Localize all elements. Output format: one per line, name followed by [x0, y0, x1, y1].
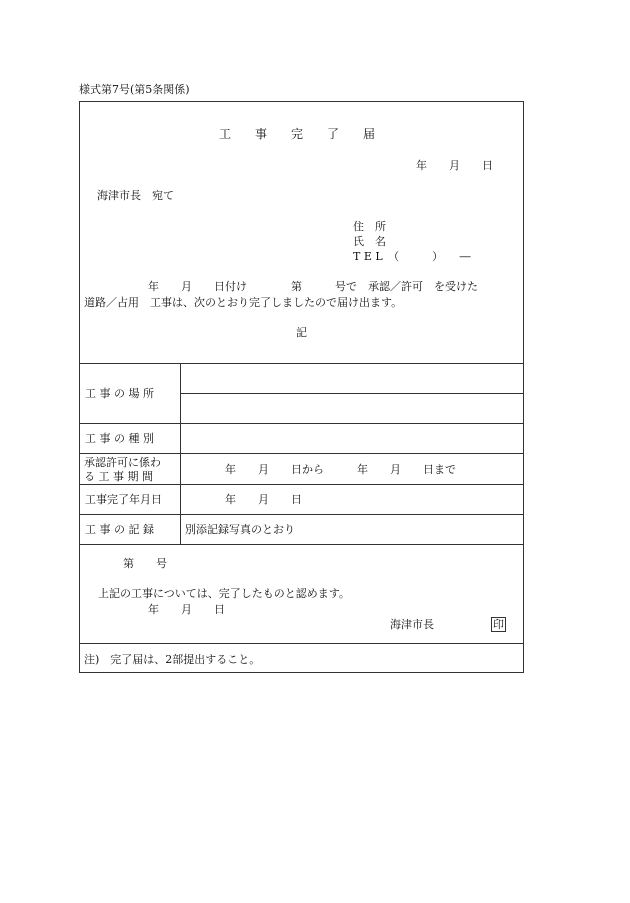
- period-label-2: る 工 事 期 間: [84, 470, 153, 483]
- location-inner-line: [180, 393, 524, 394]
- addressee: 海津市長 宛て: [97, 189, 174, 202]
- period-value: 年 月 日から 年 月 日まで: [225, 463, 456, 476]
- note-line: [79, 643, 524, 644]
- completion-label: 工事完了年月日: [85, 493, 162, 506]
- row-line-4: [79, 514, 524, 515]
- table-top-line: [79, 363, 524, 364]
- approval-date: 年 月 日: [148, 603, 225, 616]
- approval-statement: 上記の工事については、完了したものと認めます。: [98, 587, 350, 600]
- period-label-1: 承認許可に係わ: [84, 456, 161, 469]
- seal-stamp: 印: [493, 618, 504, 631]
- approval-number: 第 号: [123, 557, 167, 570]
- address-label: 住 所: [353, 220, 386, 233]
- ki-label: 記: [296, 326, 307, 339]
- row-line-3: [79, 484, 524, 485]
- row-line-2: [79, 453, 524, 454]
- form-id: 様式第7号(第5条関係): [79, 83, 190, 96]
- location-label: 工 事 の 場 所: [85, 387, 154, 400]
- note-text: 注) 完了届は、2部提出すること。: [84, 653, 261, 666]
- record-value: 別添記録写真のとおり: [185, 523, 295, 536]
- submission-date: 年 月 日: [416, 159, 493, 172]
- row-line-5: [79, 544, 524, 545]
- name-label: 氏 名: [353, 235, 386, 248]
- tel-label: T E L （ ） ―: [353, 250, 471, 263]
- approval-signer: 海津市長: [390, 618, 434, 631]
- form-title: 工 事 完 了 届: [219, 127, 376, 141]
- body-line-1: 年 月 日付け 第 号で 承認／許可 を受けた: [148, 280, 478, 293]
- body-line-2: 道路／占用 工事は、次のとおり完了しましたので届け出ます。: [84, 296, 403, 309]
- record-label: 工 事 の 記 録: [85, 523, 154, 536]
- row-line-1: [79, 423, 524, 424]
- completion-value: 年 月 日: [225, 493, 302, 506]
- type-label: 工 事 の 種 別: [85, 432, 154, 445]
